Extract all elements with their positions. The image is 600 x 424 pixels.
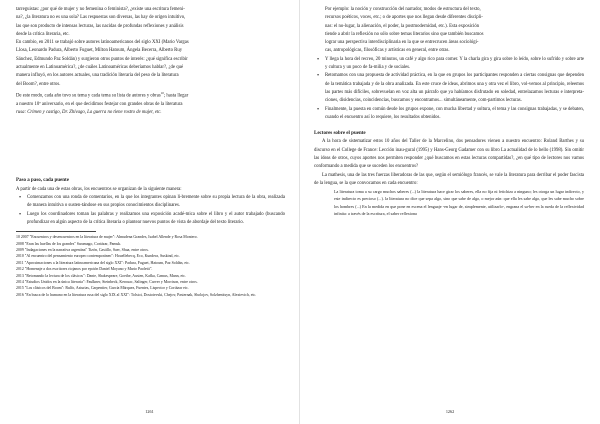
body-line: Sánchez, Edmundo Paz Soldán) y surgieron otros puntos de interés: ¿qué significa escribir	[16, 56, 188, 62]
body-line: cas, antropológicas, filosóficas y artísticas en general, entre otras.	[325, 48, 450, 54]
block-quote: La literatura toma a su cargo muchos saberes (...) la literatura hace girar los saberes, ella no fija ni fetichiza a ninguno; les otorga un lugar indirecto, y este indirecto es precioso (...). la literatura no dice que sepa algo, sino que sabe de algo, o mejor aún: que ella les sabe algo, que les sabe mucho sobre los hombres (...) En la medida en que pone en escena el lenguaje -en lugar de, simplemente, utilizarlo-, engrana el sa-ber en la rueda de la reflexividad infinita: a través de la escritura, el saber reflexiona	[334, 189, 584, 216]
right-page	[300, 0, 600, 424]
body-line	[16, 89, 285, 101]
body-line: En cambio, en 2011 se trabajó sobre autores latinoamericanos del siglo XXI (Mario Vargas	[16, 40, 189, 46]
intro-line: tarreguistas: ¿por qué de mujer y no femenina o feminista?, ¿existe una escritura femeni-	[16, 7, 185, 12]
body-line: tiende a abrir la reflexión no sólo sobre temas literarios sino que también buscamos	[325, 31, 484, 37]
body-text: De este modo, cada año tuvo su tema y cada tema su lista de autores y obras	[16, 93, 161, 99]
page-number: 1261	[145, 409, 154, 414]
list-item: • Retomamos con una propuesta de actividad práctica, en la que en grupos los participantes responden a ciertas consignas que dependen de la temática trabajada y de la obra analizada. En este cruce de ideas, abrimos una y otra vez el libro, vol-vemos al principio, releemos las partes más difíciles, sobrevuelan en voz alta un párrafo que ya habíamos disfrutado en soledad, entrelazamos lecturas e interpreta-ciones, disidencias, coincidencias, buscamos y encontramos... simultáneamente, com-partimos lecturas.	[314, 72, 584, 105]
body-line: actualmente en Latinoamérica?, ¿de cuáles Latinoaméricas deberíamos hablar?, ¿de qué	[16, 65, 184, 71]
list-item: • Finalmente, la puesta en común desde los grupos expone, con mucha libertad y soltura, el tema y las consignas trabajadas, y se debaten, cuando el encuentro así lo requiere, los resultados obtenidos.	[314, 106, 584, 123]
intro-line: desde la crítica literaria, etc.	[16, 31, 70, 37]
body-line: nas: el no-lugar, la alienación, el poder, la postmodernidad, etc.). Esta exposición	[325, 23, 480, 29]
intro-line: las que son producto de intensas lecturas, las nacidas de profundas reflexiones y análisis	[16, 23, 184, 29]
footnote-divider	[16, 231, 96, 232]
footnote: 2013 "Retomando la lectura de los clásicos": Dante, Shakespeare, Goethe, Austen, Kafka, Camus, Mann, etc.	[16, 273, 186, 278]
footnote: 2008 "Eran las huellas de los grandes" Saramago, Cortázar, Pamuk.	[16, 241, 122, 246]
bullet-list	[16, 194, 285, 227]
body-line: Llosa, Leonardo Padura, Alberto Fuguet, Milton Hatoum, Ángela Becerra, Alberto Ruy	[16, 48, 183, 54]
body-line: Por ejemplo: la noción y construcción del narrador, modos de estructura del texto,	[325, 7, 481, 12]
list-item: • Luego los coordinadores toman las palabras y realizamos una exposición acadé-mica sobre el libro y el autor trabajado (buscando profundizar en algún aspecto de la crítica literaria o plantear nuevos puntos de vista de abordaje del texto literario.	[16, 211, 285, 228]
body-line: lograr una perspectiva interdisciplinaria en la que se entrecrucen áreas sociológi-	[325, 40, 479, 46]
section-intro: A partir de cada una de estas obras, los encuentros se organizan de la siguiente manera:	[16, 186, 182, 192]
list-item: • Comenzamos con una ronda de comentarios, en la que los integrantes opinan li-bremente sobre su propia lectura de la obra, realizada de manera intuitiva o susten-tándose en sus propios conocimientos disciplinares.	[16, 194, 285, 211]
body-line: manera influyó, en los autores actuales, una tradición literaria del peso de la literatura	[16, 73, 179, 79]
bullet-list	[314, 56, 584, 122]
footnote: 2011 "Aproximaciones a la literatura latinoamericana del siglo XXI": Padura, Fuguet, Hatoum, Paz Soldán, etc.	[16, 260, 190, 265]
section-title: Lectores sobre el puente	[314, 131, 366, 137]
section-title: Paso a paso, cada puente	[16, 178, 69, 184]
body-line: rusa: Crimen y castigo, Dr. Zhivago, La guerra no tiene rostro de mujer, etc.	[16, 110, 162, 116]
body-line: recursos poéticos, voces, etc.; o de aportes que nos llegan desde diferentes discipli-	[325, 15, 483, 21]
footnote: 2010 "Al encuentro del pensamiento europeo contemporáneo": Houellebecq, Eco, Kundera, Suskind, etc.	[16, 254, 180, 259]
list-item: • Y llega la hora del recreo, 20 minutos, un café y algo rico para comer. Y la charla gira y gira sobre lo leído, sobre lo sufrido y sobre arte y cultura y un poco de fa-milia y de sociales.	[314, 56, 584, 73]
body-paragraph: La mathesis, una de las tres fuerzas liberadoras de las que, según el semiólogo francés, se vale la literatura para derribar el poder fascista de la lengua, se la que convocamos en cada encuentro:	[314, 172, 584, 186]
footnote: 2014 "Estudios Unidos en la única literaria": Faulkner, Steinbeck, Kerouac, Salinger, Carver y Morrison, entre otros.	[16, 280, 198, 285]
body-line: del Boom?, entre otros.	[16, 81, 61, 87]
footnote: 2016 "En busca de lo humano en la literatura rusa del siglo XIX al XXI": Tolstoi, Dostoievski, Chejov, Pasternak, Sholojov, Solzhenitsyn, Alexievich, etc.	[16, 292, 257, 297]
body-text: ; hasta llegar	[163, 93, 189, 99]
intro-line: na?, ¿la literatura no es una sola? Las respuestas son diversas, las hay de origen intuitivo,	[16, 15, 186, 21]
page-number: 1262	[445, 409, 455, 414]
footnote: 2015 "Los clásicos del Boom": Rulfo, Asturias, Carpentier, García Márquez, Fuentes, Lispector y Cortázar etc.	[16, 286, 189, 291]
body-paragraph: A la hora de sistematizar estos 10 años del Taller de la Marcelino, dos pensadores vienen a nuestro encuentro: Roland Barthes y su discurso en el College de France: Lección inau-gural (1995) y Hans-Georg Gadamer con su libro La actualidad de lo bello (1998). Sin omitir las ideas de otros, cuyos aportes nos permiten responder ¿qué buscamos en estas lecturas compartidas?, ¿en qué tipo de lectores nos vamos conformando a medida que se suceden los encuentros?	[314, 139, 584, 170]
footnote: 2009 "Indagaciones en la narrativa argentina" Tizón, Castillo, Saer, Shua, entre otros.	[16, 248, 149, 253]
footnote: 10 2007 "Encuentros y desencuentros en la literatura de mujer": Almudena Grandes, Isabel Allende y Rosa Montero.	[16, 235, 198, 240]
body-line: a nuestro 10º aniversario, en el que decidimos festejar con grandes obras de la literatura	[16, 101, 183, 107]
footnote: 2012 "Homenaje a dos escritores riojanos por epción Daniel Moyano y Mario Paoletti".	[16, 267, 153, 272]
footnote-ref[interactable]: 10	[160, 90, 164, 95]
